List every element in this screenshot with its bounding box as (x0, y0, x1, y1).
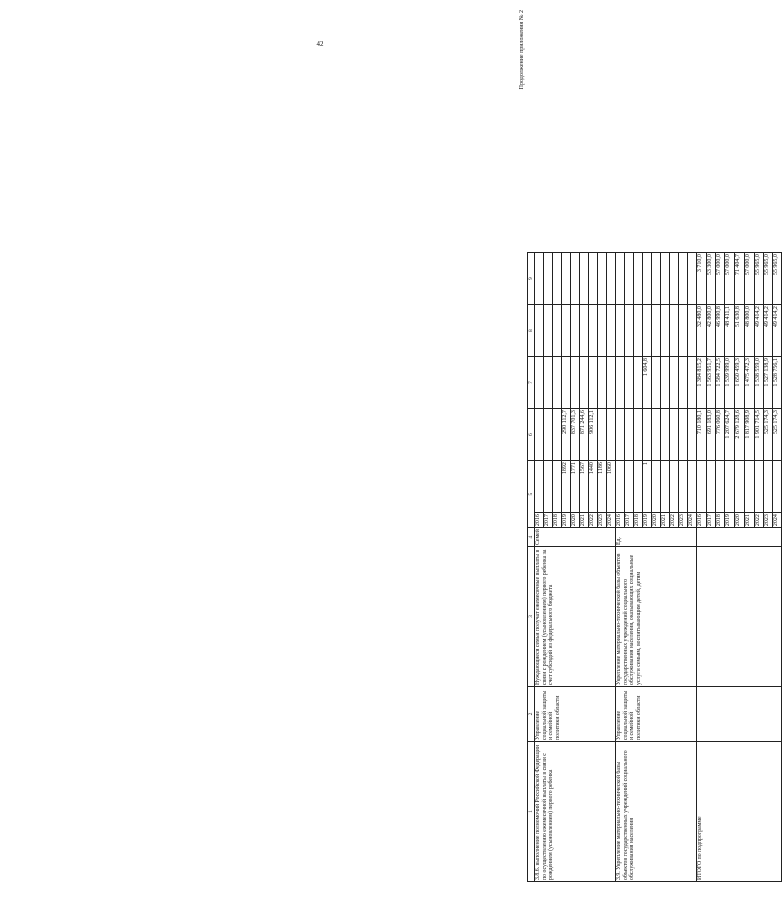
value-col7 (544, 357, 553, 409)
year-cell: 2020 (735, 513, 745, 528)
header-cell: 4 (528, 528, 535, 547)
value-col6 (625, 409, 634, 461)
header-row (528, 253, 535, 882)
value-col7 (670, 357, 679, 409)
value-col9 (634, 253, 643, 305)
value-col5 (634, 461, 643, 513)
value-col8 (598, 305, 607, 357)
value-col9 (607, 253, 616, 305)
executor: Управление социальной защиты и семейной политики области (535, 687, 616, 742)
value-col9 (580, 253, 589, 305)
header-cell: 3 (528, 547, 535, 687)
year-cell: 2016 (535, 513, 544, 528)
value-col9: 57 000,0 (745, 253, 755, 305)
year-cell: 2019 (643, 513, 652, 528)
value-col5: 1 (643, 461, 652, 513)
value-col6: 906 112,1 (589, 409, 598, 461)
value-col5 (764, 461, 773, 513)
value-col6 (607, 409, 616, 461)
value-col8: 46 990,8 (716, 305, 725, 357)
value-col8: 32 480,0 (697, 305, 707, 357)
value-col9: 55 965,0 (764, 253, 773, 305)
year-cell: 2020 (571, 513, 580, 528)
value-col6: 2 679 128,6 (735, 409, 745, 461)
value-col8 (589, 305, 598, 357)
value-col5 (652, 461, 661, 513)
header-cell: 1 (528, 742, 535, 882)
program-table (527, 252, 782, 882)
value-col5 (625, 461, 634, 513)
value-col6 (670, 409, 679, 461)
value-col7 (625, 357, 634, 409)
value-col8: 48 800,0 (745, 305, 755, 357)
table-row (697, 253, 707, 882)
value-col7 (634, 357, 643, 409)
value-col8: 51 630,8 (735, 305, 745, 357)
value-col6 (544, 409, 553, 461)
value-col7: 1 538 559,0 (755, 357, 764, 409)
year-cell: 2018 (716, 513, 725, 528)
value-col6 (598, 409, 607, 461)
page-number: 42 (316, 40, 324, 48)
year-cell: 2017 (625, 513, 634, 528)
year-cell: 2018 (634, 513, 643, 528)
value-col8 (634, 305, 643, 357)
value-col9 (535, 253, 544, 305)
value-col5 (679, 461, 688, 513)
value-col8 (544, 305, 553, 357)
value-col6 (688, 409, 697, 461)
value-col9 (643, 253, 652, 305)
value-col6: 871 244,6 (580, 409, 589, 461)
value-col8 (580, 305, 589, 357)
value-col8: 49 414,2 (755, 305, 764, 357)
value-col7 (598, 357, 607, 409)
value-col7 (688, 357, 697, 409)
value-col7 (607, 357, 616, 409)
value-col6: 691 183,0 (707, 409, 716, 461)
value-col8 (571, 305, 580, 357)
value-col5: 1060 (607, 461, 616, 513)
value-col6 (616, 409, 625, 461)
value-col5: 1771 (571, 461, 580, 513)
value-col6 (553, 409, 562, 461)
year-cell: 2022 (589, 513, 598, 528)
value-col6: 837 701,3 (571, 409, 580, 461)
value-col6: 1 817 908,9 (745, 409, 755, 461)
value-col5 (670, 461, 679, 513)
value-col5 (735, 461, 745, 513)
indicator (697, 547, 782, 687)
value-col7 (562, 357, 571, 409)
value-col5 (707, 461, 716, 513)
header-cell: 6 (528, 409, 535, 461)
unit (697, 528, 782, 547)
value-col7 (652, 357, 661, 409)
value-col8: 49 414,2 (764, 305, 773, 357)
value-col5: 1440 (589, 461, 598, 513)
year-cell: 2022 (670, 513, 679, 528)
year-cell: 2024 (607, 513, 616, 528)
value-col7: 1 475 472,3 (745, 357, 755, 409)
value-col9 (571, 253, 580, 305)
value-col6: 525 174,3 (764, 409, 773, 461)
year-cell: 2024 (688, 513, 697, 528)
value-col5 (755, 461, 764, 513)
year-cell: 2016 (697, 513, 707, 528)
value-col6 (661, 409, 670, 461)
value-col7 (580, 357, 589, 409)
value-col8 (661, 305, 670, 357)
value-col8 (670, 305, 679, 357)
value-col9 (652, 253, 661, 305)
value-col9 (562, 253, 571, 305)
unit: Ед. (616, 528, 697, 547)
value-col6: 1 901 714,5 (755, 409, 764, 461)
value-col6: 525 174,3 (773, 409, 782, 461)
value-col8: 49 414,2 (773, 305, 782, 357)
value-col9 (670, 253, 679, 305)
value-col5 (688, 461, 697, 513)
value-col7 (589, 357, 598, 409)
indicator: Нуждающиеся семьи получат ежемесячные выплаты в связи с рождением (усыновлением) первого ребенка за счет субсидий из федерального бюджета (535, 547, 616, 687)
value-col8 (535, 305, 544, 357)
value-col8 (616, 305, 625, 357)
value-col7: 1 584 722,5 (716, 357, 725, 409)
value-col8 (625, 305, 634, 357)
value-col6 (643, 409, 652, 461)
measure-name: ИТОГО по подпрограмме (697, 742, 782, 882)
value-col6 (535, 409, 544, 461)
value-col5 (773, 461, 782, 513)
year-cell: 2023 (598, 513, 607, 528)
measure-name: 3.8.6. выполнение полномочий Российской Федерации по осуществлению ежемесячной выплаты в связи с рождением (усыновлением) первого ребенка (535, 742, 616, 882)
value-col5 (661, 461, 670, 513)
value-col9 (589, 253, 598, 305)
value-col7: 1 384 815,2 (697, 357, 707, 409)
value-col6: 1 207 624,7 (725, 409, 735, 461)
value-col6: 710 180,1 (697, 409, 707, 461)
value-col8 (643, 305, 652, 357)
value-col9 (661, 253, 670, 305)
executor: Управление социальной защиты и семейной политики области (616, 687, 697, 742)
value-col7: 1 650 459,3 (735, 357, 745, 409)
value-col7 (661, 357, 670, 409)
value-col7 (571, 357, 580, 409)
year-cell: 2021 (580, 513, 589, 528)
value-col9 (616, 253, 625, 305)
year-cell: 2023 (764, 513, 773, 528)
value-col9 (544, 253, 553, 305)
header-cell: 9 (528, 253, 535, 305)
year-cell: 2016 (616, 513, 625, 528)
unit: Семей (535, 528, 616, 547)
value-col5 (745, 461, 755, 513)
value-col5: 1567 (580, 461, 589, 513)
value-col9 (625, 253, 634, 305)
year-cell: 2021 (745, 513, 755, 528)
value-col6: 290 112,7 (562, 409, 571, 461)
value-col6 (634, 409, 643, 461)
value-col9: 71 404,7 (735, 253, 745, 305)
value-col9 (598, 253, 607, 305)
value-col5 (553, 461, 562, 513)
table-row (616, 253, 625, 882)
value-col5 (535, 461, 544, 513)
executor (697, 687, 782, 742)
value-col7 (553, 357, 562, 409)
value-col6: 776 060,8 (716, 409, 725, 461)
header-cell: 7 (528, 357, 535, 409)
value-col7 (679, 357, 688, 409)
indicator: Укрепление материально-технической базы объектов государственных учреждений социального обслуживания населения, оказывающих социальные услуги семьям, воспитывающим детей, детям (616, 547, 697, 687)
value-col8 (679, 305, 688, 357)
year-cell: 2017 (707, 513, 716, 528)
value-col9: 55 965,0 (773, 253, 782, 305)
year-cell: 2018 (553, 513, 562, 528)
value-col5 (697, 461, 707, 513)
value-col7: 1 563 951,7 (707, 357, 716, 409)
value-col9: 53 300,0 (707, 253, 716, 305)
value-col9: 3 710,0 (697, 253, 707, 305)
value-col5 (716, 461, 725, 513)
year-cell: 2023 (679, 513, 688, 528)
value-col7 (535, 357, 544, 409)
value-col7 (616, 357, 625, 409)
year-cell: 2017 (544, 513, 553, 528)
value-col9: 57 000,0 (716, 253, 725, 305)
value-col9 (688, 253, 697, 305)
value-col9 (553, 253, 562, 305)
header-cell: 8 (528, 305, 535, 357)
value-col5 (616, 461, 625, 513)
value-col8 (607, 305, 616, 357)
value-col6 (652, 409, 661, 461)
table-body (535, 253, 782, 882)
year-cell: 2019 (725, 513, 735, 528)
year-cell: 2022 (755, 513, 764, 528)
value-col7: 1 604,8 (643, 357, 652, 409)
value-col8 (688, 305, 697, 357)
measure-name: 3.9. Укрепление материально-технической базы объектов государственных учреждений социального обслуживания населения (616, 742, 697, 882)
value-col7: 1 528 756,1 (773, 357, 782, 409)
value-col9: 55 965,0 (755, 253, 764, 305)
table-row (535, 253, 544, 882)
header-cell: 5 (528, 461, 535, 528)
value-col7: 1 527 138,9 (764, 357, 773, 409)
year-cell: 2021 (661, 513, 670, 528)
value-col5 (544, 461, 553, 513)
value-col9: 57 000,0 (725, 253, 735, 305)
value-col8: 48 411,1 (725, 305, 735, 357)
value-col8: 42 800,0 (707, 305, 716, 357)
value-col8 (652, 305, 661, 357)
value-col8 (562, 305, 571, 357)
value-col5 (725, 461, 735, 513)
header-cell: 2 (528, 687, 535, 742)
value-col8 (553, 305, 562, 357)
year-cell: 2020 (652, 513, 661, 528)
value-col5: 1186 (598, 461, 607, 513)
value-col9 (679, 253, 688, 305)
year-cell: 2019 (562, 513, 571, 528)
value-col6 (679, 409, 688, 461)
appendix-note: Продолжение приложения № 2 (519, 10, 525, 90)
value-col5: 1892 (562, 461, 571, 513)
year-cell: 2024 (773, 513, 782, 528)
value-col7: 1 539 999,0 (725, 357, 735, 409)
